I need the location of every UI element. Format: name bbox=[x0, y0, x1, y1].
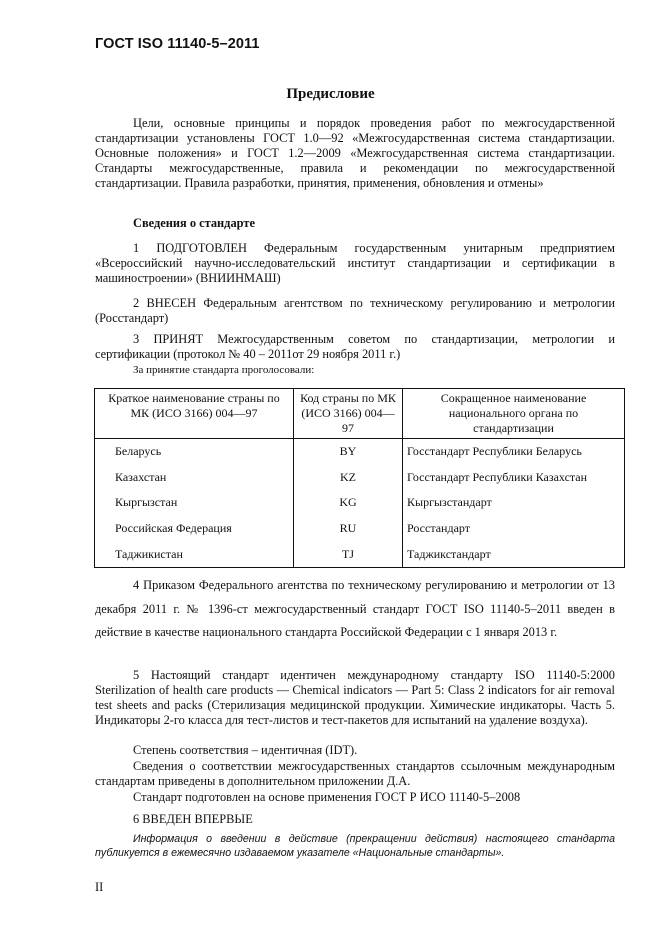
info-heading: Сведения о стандарте bbox=[133, 216, 255, 230]
intro-paragraph: Цели, основные принципы и порядок проведения работ по межгосударственной стандартизации установлены ГОСТ 1.0—92 «Межгосударственная система стандартизации. Основные положения» и ГОСТ 1.2—2009 «Межгосударственная система стандартизации. Стандарты межгосударственные, правила и рекомендации по межгосударственной стандартизации. Правила разработки, принятия, применения, обновления и отмены» bbox=[95, 116, 615, 190]
item-1-paragraph: 1 ПОДГОТОВЛЕН Федеральным государственным унитарным предприятием «Всероссийский научно-исследовательский институт стандартизации и сертификации в машиностроении» (ВНИИНМАШ) bbox=[95, 241, 615, 285]
vote-note: За принятие стандарта проголосовали: bbox=[133, 364, 315, 376]
item-5-paragraph: 5 Настоящий стандарт идентичен международному стандарту ISO 11140-5:2000 Sterilization of health care products — Chemical indicators — Part 5: Class 2 indicators for air removal test sheets and packs (Стерилизация медицинской продукции. Химические индикаторы. Часть 5. Индикаторы 2-го класса для тест-листов и тест-пакетов для испытаний на удаление воздуха). bbox=[95, 668, 615, 727]
body-cell: Госстандарт Республики Казахстан bbox=[403, 465, 625, 491]
country-cell: Таджикистан bbox=[95, 541, 294, 567]
code-cell: BY bbox=[294, 439, 403, 465]
column-header-country: Краткое наименование страны по МК (ИСО 3166) 004—97 bbox=[95, 389, 294, 439]
country-cell: Беларусь bbox=[95, 439, 294, 465]
item-6-paragraph: 6 ВВЕДЕН ВПЕРВЫЕ bbox=[133, 812, 253, 826]
table-row bbox=[95, 541, 625, 567]
item-4-paragraph: 4 Приказом Федерального агентства по техническому регулированию и метрологии от 13 декабря 2011 г. № 1396-ст межгосударственный стандарт ГОСТ ISO 11140-5–2011 введен в действие в качестве национального стандарта Российской Федерации с 1 января 2013 г. bbox=[95, 578, 615, 639]
item-3-paragraph: 3 ПРИНЯТ Межгосударственным советом по стандартизации, метрологии и сертификации (протокол № 40 – 2011от 29 ноября 2011 г.) bbox=[95, 332, 615, 361]
document-header: ГОСТ ISO 11140-5–2011 bbox=[95, 36, 260, 52]
item-2-paragraph: 2 ВНЕСЕН Федеральным агентством по техническому регулированию и метрологии (Росстандарт) bbox=[95, 296, 615, 325]
body-cell: Кыргызстандарт bbox=[403, 490, 625, 516]
code-cell: TJ bbox=[294, 541, 403, 567]
basis-paragraph: Стандарт подготовлен на основе применения ГОСТ Р ИСО 11140-5–2008 bbox=[133, 790, 521, 804]
country-cell: Российская Федерация bbox=[95, 516, 294, 542]
table-row bbox=[95, 465, 625, 491]
body-cell: Росстандарт bbox=[403, 516, 625, 542]
code-cell: KZ bbox=[294, 465, 403, 491]
references-paragraph: Сведения о соответствии межгосударственных стандартов ссылочным международным стандартам приведены в дополнительном приложении Д.А. bbox=[95, 759, 615, 788]
body-cell: Госстандарт Республики Беларусь bbox=[403, 439, 625, 465]
code-cell: KG bbox=[294, 490, 403, 516]
page-title: Предисловие bbox=[286, 86, 375, 102]
table-row bbox=[95, 490, 625, 516]
body-cell: Таджикстандарт bbox=[403, 541, 625, 567]
column-header-body: Сокращенное наименование национального органа по стандартизации bbox=[403, 389, 625, 439]
voting-countries-table bbox=[94, 388, 625, 568]
table-header-row bbox=[95, 389, 625, 439]
column-header-code: Код страны по МК (ИСО 3166) 004—97 bbox=[294, 389, 403, 439]
info-note: Информация о введении в действие (прекращении действия) настоящего стандарта публикуется в ежемесячно издаваемом указателе «Национальные стандарты». bbox=[95, 833, 615, 859]
degree-paragraph: Степень соответствия – идентичная (IDT). bbox=[133, 743, 358, 757]
table-row bbox=[95, 439, 625, 465]
country-cell: Кыргызстан bbox=[95, 490, 294, 516]
page-number: II bbox=[95, 880, 104, 894]
table-row bbox=[95, 516, 625, 542]
country-cell: Казахстан bbox=[95, 465, 294, 491]
code-cell: RU bbox=[294, 516, 403, 542]
